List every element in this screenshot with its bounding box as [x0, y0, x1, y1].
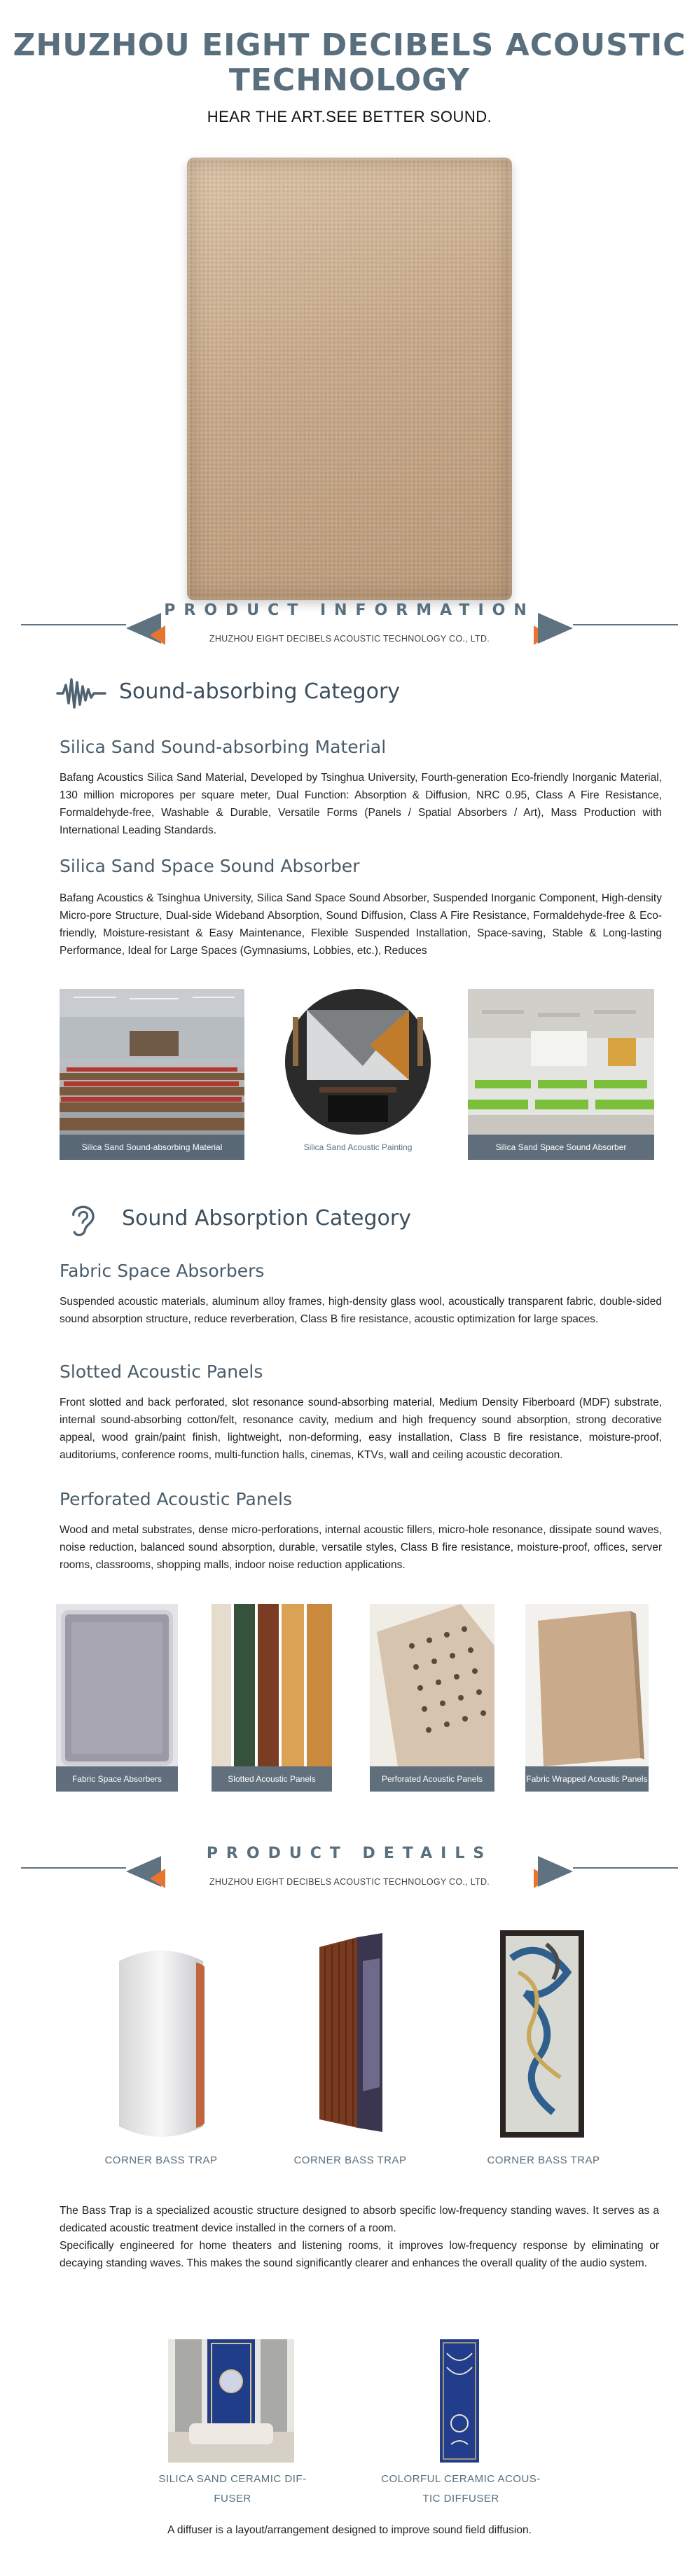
slotted-panels-title: Slotted Acoustic Panels — [60, 1362, 263, 1382]
material-title: Silica Sand Sound-absorbing Material — [60, 737, 387, 757]
banner-line-left — [21, 624, 126, 625]
hero-fabric-panel-image — [187, 158, 512, 600]
fabric-absorbers-title: Fabric Space Absorbers — [60, 1261, 265, 1281]
slotted-panels-description: Front slotted and back perforated, slot resonance sound-absorbing material, Medium Density Fiberboard (MDF) substrate, internal sound-absorbing cotton/felt, resonance cavity, medium and high frequency sound absorption, strong decorative appeal, wood grain/paint finish, lightweight, non-deforming, easy installation, Class B fire resistance, moisture-proof, auditoriums, conference rooms, multi-function halls, cinemas, KTVs, wall and ceiling acoustic decoration. — [60, 1397, 662, 1461]
banner-subtext: ZHUZHOU EIGHT DECIBELS ACOUSTIC TECHNOLOGY CO., LTD. — [209, 1877, 490, 1887]
bass-trap-caption: CORNER BASS TRAP — [104, 2154, 218, 2166]
absorber-description: Bafang Acoustics & Tsinghua University, Silica Sand Space Sound Absorber, Suspended Inorganic Component, High-density Micro-pore Structure, Dual-side Wideband Absorption, Sound Diffusion, Class A Fire Resistance, Formaldehyde-free & Eco-friendly, Moisture-resistant & Easy Maintenance, Flexible Suspended Installation, Space-saving, Stable & Long-lasting Performance, Ideal for Large Spaces (Gymnasiums, Lobbies, etc.), Reduces — [60, 892, 662, 957]
bass-trap-description-2: Specifically engineered for home theaters and listening rooms, it improves low-frequency response by eliminating or decaying standing waves. This makes the sound significantly clearer and enhances the overall quality of the audio system. — [60, 2240, 659, 2269]
perforated-panels-title: Perforated Acoustic Panels — [60, 1489, 293, 1509]
perforated-panel-image — [370, 1604, 494, 1792]
brand-slogan: HEAR THE ART.SEE BETTER SOUND. — [207, 108, 492, 125]
diffuser-footer: A diffuser is a layout/arrangement designed to improve sound field diffusion. — [167, 2524, 532, 2536]
material-description: Bafang Acoustics Silica Sand Material, Developed by Tsinghua University, Fourth-generation Eco-friendly Inorganic Material, 130 million micropores per square meter, Dual Function: Absorption & Diffusion, NRC 0.95, Class A Fire Resistance, Formaldehyde-free, Washable & Durable, Versatile Forms (Panels / Spatial Absorbers / Art), Mass Production with International Leading Standards. — [60, 772, 662, 836]
bass-trap-wood-image — [315, 1933, 392, 2136]
photo-slotted-acoustic-panels — [212, 1604, 332, 1792]
banner-heading: PRODUCT INFORMATION — [164, 602, 535, 619]
category-title: Sound Absorption Category — [122, 1206, 411, 1231]
diffuser-caption-2-line-1: COLORFUL CERAMIC ACOUS- — [381, 2473, 541, 2485]
category-title: Sound-absorbing Category — [119, 679, 401, 704]
bass-trap-caption: CORNER BASS TRAP — [487, 2154, 600, 2166]
ear-icon — [62, 1195, 104, 1244]
banner-line-left — [21, 1867, 126, 1869]
colorful-ceramic-diffuser-image — [437, 2339, 482, 2463]
banner-triangle-right-icon — [538, 1856, 573, 1887]
silica-sand-ceramic-diffuser-image — [168, 2339, 294, 2463]
photo-caption: Perforated Acoustic Panels — [370, 1766, 494, 1792]
fabric-absorber-image — [56, 1604, 178, 1792]
slotted-panel-image — [212, 1604, 332, 1792]
photo-caption: Fabric Space Absorbers — [56, 1766, 178, 1792]
banner-line-right — [573, 1867, 678, 1869]
perforated-panels-description: Wood and metal substrates, dense micro-perforations, internal acoustic fillers, micro-hole resonance, dissipate sound waves, noise reduction, balanced sound absorption, durable, versatile styles, Class B fire resistance, moisture-proof, offices, server rooms, classrooms, shopping malls, indoor noise reduction applications. — [60, 1524, 662, 1571]
brand-title — [0, 28, 699, 98]
photo-acoustic-painting — [279, 989, 437, 1160]
photo-caption: Silica Sand Sound-absorbing Material — [60, 1135, 244, 1160]
banner-heading: PRODUCT DETAILS — [206, 1845, 493, 1862]
photo-space-sound-absorber — [468, 989, 654, 1160]
photo-caption: Silica Sand Acoustic Painting — [303, 1142, 413, 1152]
product-details-banner — [0, 1842, 699, 1919]
diffuser-caption-2-line-2: TIC DIFFUSER — [422, 2493, 499, 2505]
diffuser-caption-2 — [377, 2470, 545, 2509]
banner-subtext: ZHUZHOU EIGHT DECIBELS ACOUSTIC TECHNOLOGY CO., LTD. — [209, 634, 490, 644]
diffuser-caption-1-line-1: SILICA SAND CERAMIC DIF- — [158, 2473, 307, 2485]
banner-line-right — [573, 624, 678, 625]
brand-title-line-1: ZHUZHOU EIGHT DECIBELS ACOUSTIC — [13, 27, 686, 63]
fabric-wrapped-panel-image — [525, 1604, 649, 1792]
photo-fabric-space-absorbers — [56, 1604, 178, 1792]
product-information-banner — [0, 599, 699, 676]
photo-caption: Fabric Wrapped Acoustic Panels — [525, 1766, 649, 1792]
photo-caption: Slotted Acoustic Panels — [212, 1766, 332, 1792]
bass-trap-white-image — [112, 1947, 210, 2140]
absorber-title: Silica Sand Space Sound Absorber — [60, 856, 360, 876]
sound-wave-icon — [56, 672, 106, 714]
photo-fabric-wrapped-panels — [525, 1604, 649, 1792]
diffuser-caption-1-line-2: FUSER — [214, 2493, 251, 2505]
brand-title-line-2: TECHNOLOGY — [228, 62, 471, 98]
banner-triangle-right-icon — [538, 613, 573, 644]
bass-trap-art-image — [497, 1930, 588, 2140]
diffuser-caption-1 — [148, 2470, 317, 2509]
fabric-absorbers-description: Suspended acoustic materials, aluminum alloy frames, high-density glass wool, acoustically transparent fabric, double-sided sound absorption structure, reduce reverberation, Class B fire resistance, acoustic optimization for large spaces. — [60, 1296, 662, 1325]
photo-sound-absorbing-material — [60, 989, 244, 1160]
bass-trap-caption: CORNER BASS TRAP — [293, 2154, 407, 2166]
photo-perforated-acoustic-panels — [370, 1604, 494, 1792]
bass-trap-description-1: The Bass Trap is a specialized acoustic structure designed to absorb specific low-frequency standing waves. It serves as a dedicated acoustic treatment device installed in the corners of a room. — [60, 2205, 659, 2234]
photo-caption: Silica Sand Space Sound Absorber — [468, 1135, 654, 1160]
